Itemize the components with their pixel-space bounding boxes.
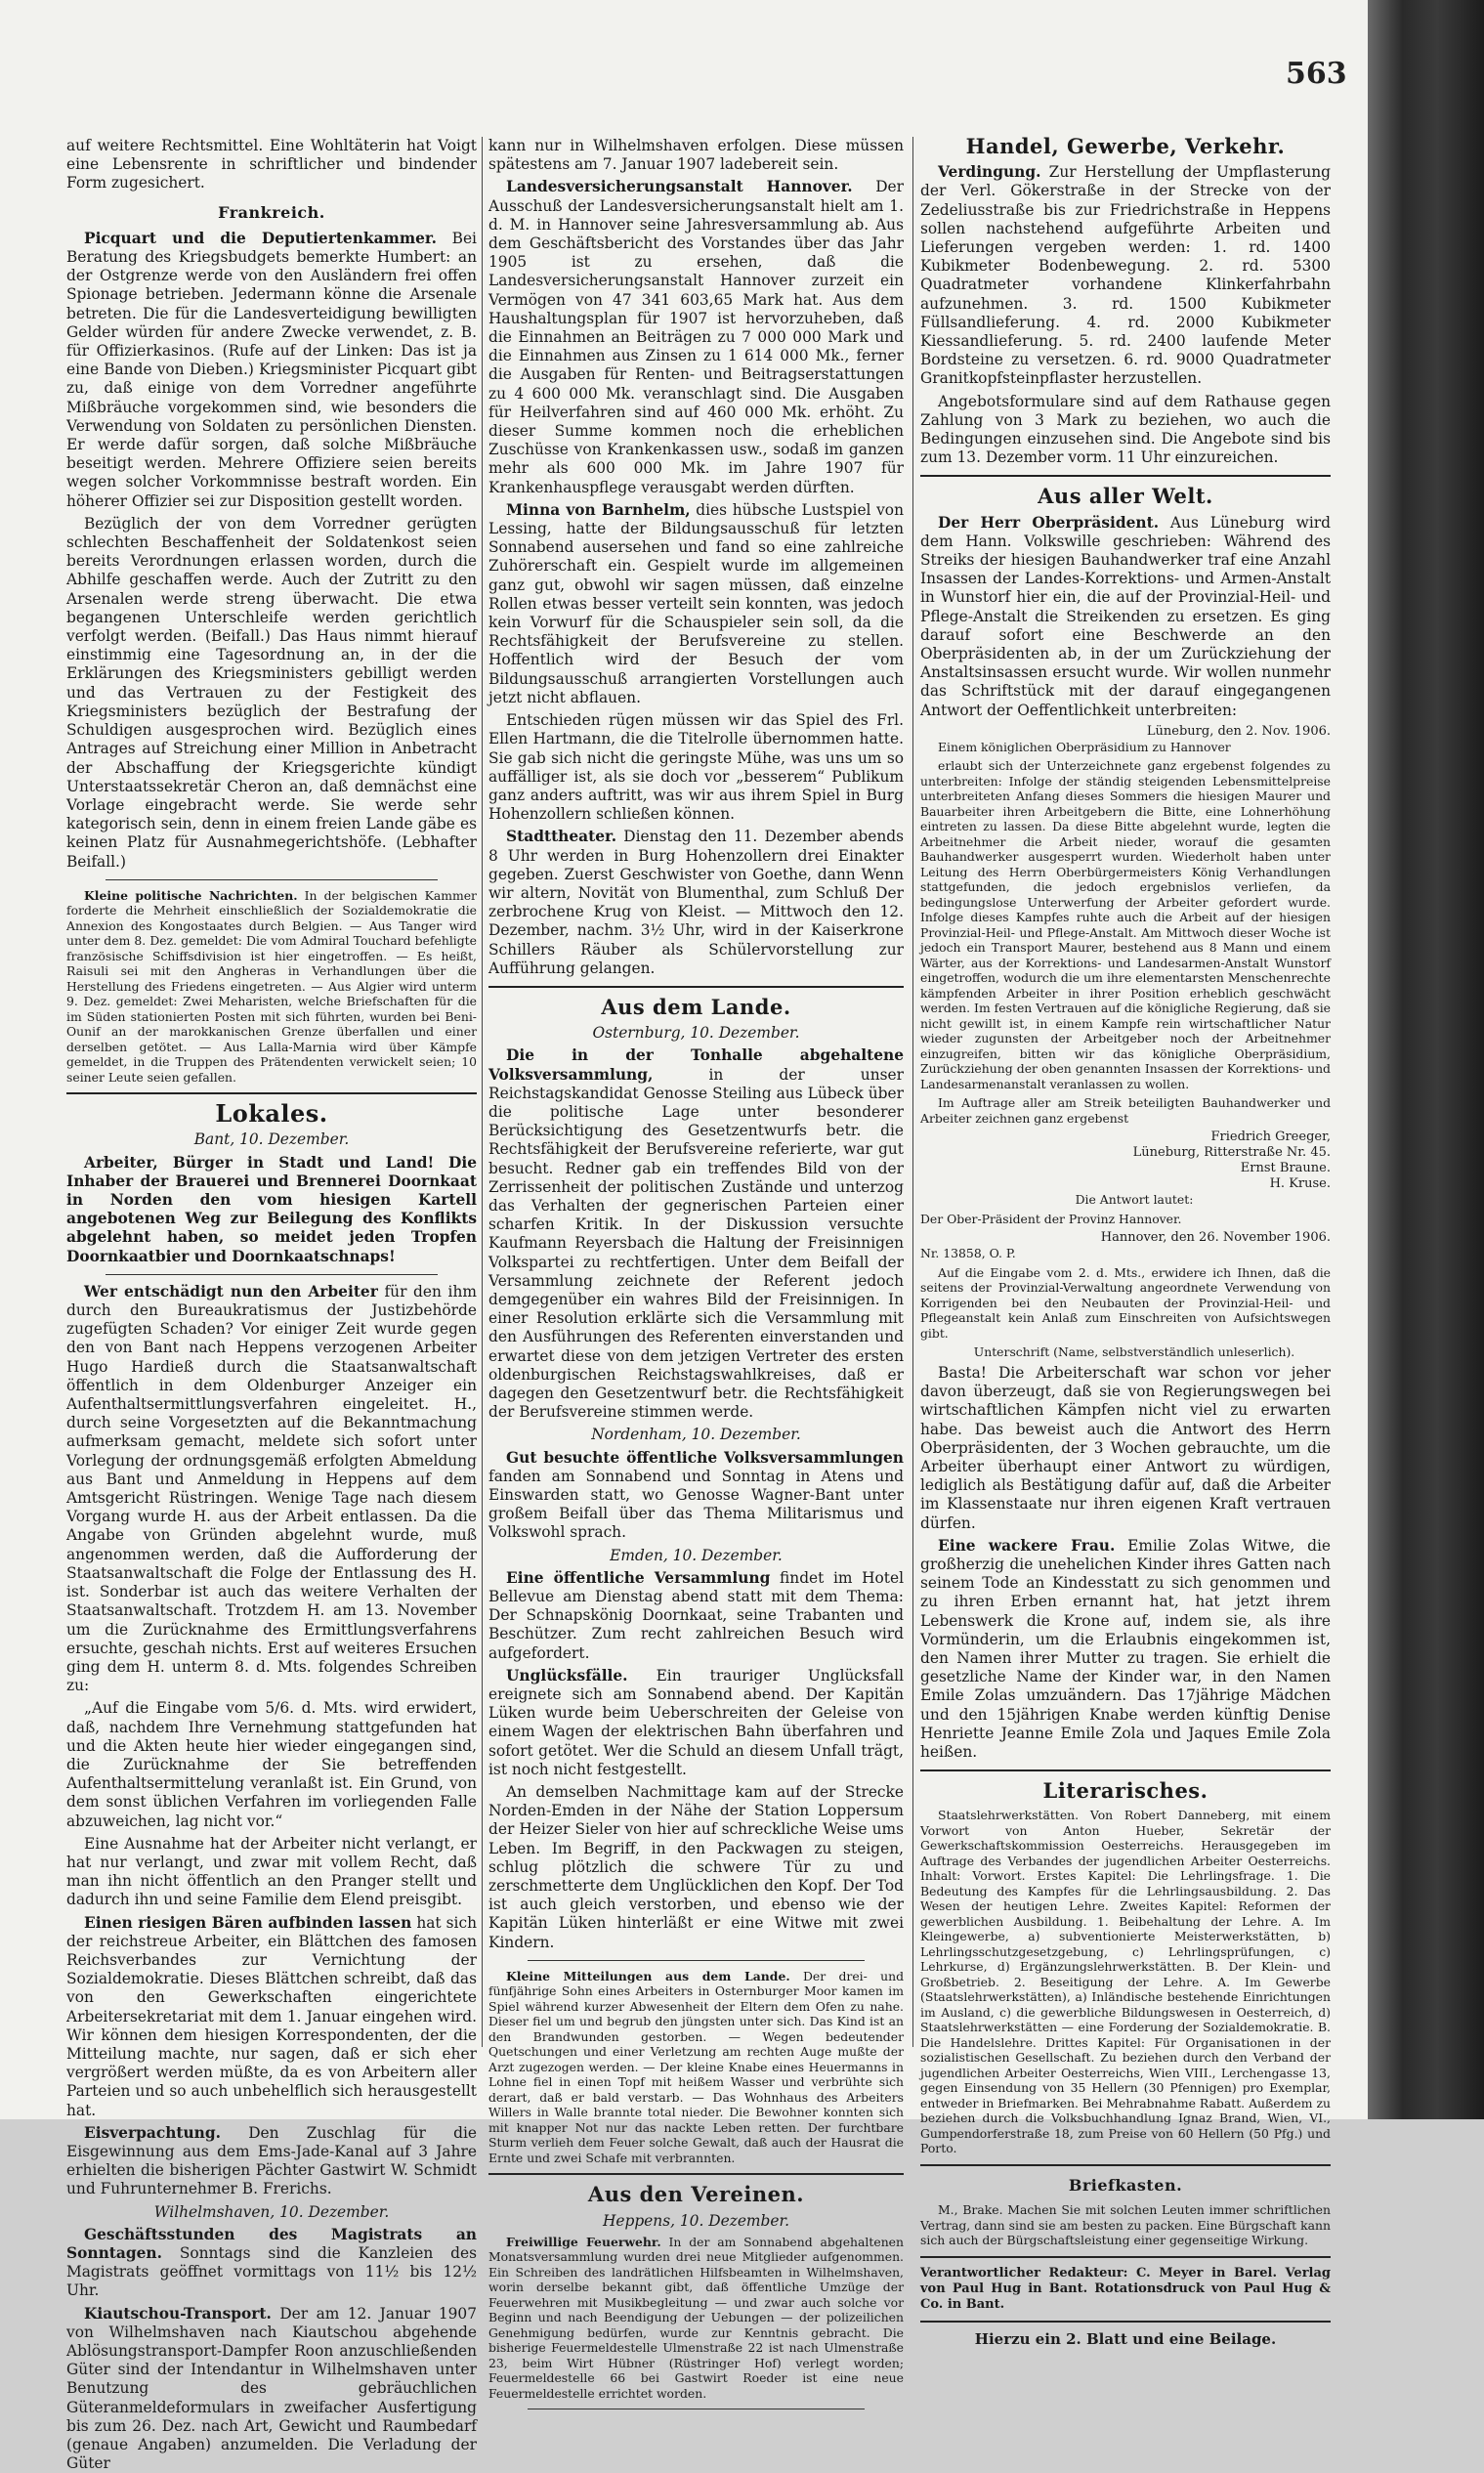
article-text: dies hübsche Lustspiel von Lessing, hatte der Bildungsausschuß für letzten Sonnabend ausersehen und fand so eine zahlreiche Zuhörerschaft ein. Gespielt wurde im allgemeinen ganz gut, obwohl wir sagen müssen, daß einzelne Rollen etwas besser verteilt sein konnten, was jedoch kein Vorwurf für die Schauspieler sein soll, da die Rechtsfähigkeit der Berufsvereine zu stellen. Hoffentlich wird der Besuch der vom Bildungsausschuß arrangierten Vorstellungen auch jetzt nicht abflauen. — [488, 500, 904, 706]
article-lead: Kleine Mitteilungen aus dem Lande. — [506, 1968, 790, 1983]
article-frankreich — [66, 230, 477, 511]
section-rule — [920, 2321, 1331, 2323]
article-lead: Arbeiter, Bürger in Stadt und Land! — [84, 1153, 435, 1172]
answer-body: Auf die Eingabe vom 2. d. Mts., erwidere ich Ihnen, daß die seitens der Provinzial-Verwaltung angeordnete Verwendung von Korrigenden bei den Neubauten der Provinzial-Heil- und Pflegeanstalt kein Anlaß zum Einschreiten von Aufsichtswegen gibt. — [920, 1264, 1331, 1341]
article-text: In der belgischen Kammer forderte die Mehrheit einschließlich der Sozialdemokratie die Annexion des Kongostaates durch Belgien. — Aus Tanger wird unter dem 8. Dez. gemeldet: Die vom Admiral Touchard befehligte französische Schiffsdivision ist hier eingetroffen. — Es heißt, Raisuli sei mit den Angheras in Verhandlungen über die Herstellung des Friedens eingetreten. — Aus Algier wird unterm 9. Dez. gemeldet: Zwei Meharisten, welche Briefschaften für die im Süden stationierten Posten mit sich führten, wurden bei Beni-Ounif an der marokkanischen Grenze überfallen und einer derselben getötet. — Aus Lalla-Marnia wird über Kämpfe gemeldet, in die Truppen des Prätendenten verwickelt seien; 10 seiner Leute seien gefallen. — [66, 887, 477, 1085]
letter-body: erlaubt sich der Unterzeichnete ganz ergebenst folgendes zu unterbreiten: Infolge der ständig steigenden Lebensmittelpreise unterbreiteten Anfang dieses Sommers die hiesigen Maurer und Bauarbeiter ihren Arbeitgebern die Bitte, eine Lohnerhöhung eintreten zu lassen. Da diese Bitte abgelehnt wurde, legten die Arbeitnehmer die Arbeit nieder, worauf die gesamten Bauhandwerker ausgesperrt wurden. Wiederholt haben unter Leitung des Herrn Oberbürgermeisters König Verhandlungen stattgefunden, die jedoch ergebnislos verliefen, da bedingungslose Unterwerfung der Arbeiter gefordert wurde. Infolge dieses Kampfes ruhte auch die Arbeit auf der hiesigen Provinzial-Heil- und Pflege-Anstalt. Am Mittwoch dieser Woche ist jedoch ein Transport Maurer, bestehend aus 8 Mann und einem Wärter, aus der Korrektions- und Landesarmen-Anstalt Wunstorf eingetroffen, wodurch die um ihre elementarsten Menschenrechte kämpfenden Arbeiter in ihrer Position erheblich geschwächt werden. Im festen Vertrauen auf die königliche Regierung, daß sie nicht gewillt ist, in einem Kampfe rein wirtschaftlicher Natur wieder zugunsten der Arbeitgeber noch der Arbeitnehmer einzugreifen, bitten wir das königliche Oberpräsidium, Zurückziehung der oben genannten Insassen der Korrektions- und Landesarmenanstalt veranlassen zu wollen. — [920, 758, 1331, 1091]
article-kleine-nachrichten — [66, 888, 477, 1086]
article-basta: Basta! Die Arbeiterschaft war schon vor jeher davon überzeugt, daß sie von Regierungswegen bei wirtschaftlichen Kämpfen nicht viel zu erwarten habe. Das beweist auch die Antwort des Herrn Oberpräsidenten, der 3 Wochen gebrauchte, um die Arbeiter überhaupt einer Antwort zu würdigen, lediglich als Bestätigung dafür auf, daß die Arbeiter im Klassenstaate nur ihren eigenen Kraft vertrauen dürfen. — [920, 1363, 1331, 1532]
separator — [528, 1960, 865, 1961]
signature: Friedrich Greeger, — [1210, 1130, 1331, 1145]
signature: H. Kruse. — [1269, 1176, 1331, 1192]
article-stadttheater — [488, 828, 904, 978]
article-lead: Eisverpachtung. — [84, 2123, 221, 2142]
column-3 — [920, 134, 1331, 2348]
article-text: Die Inhaber der Brauerei und Brennerei Doornkaat in Norden den vom hiesigen Kartell angebotenen Weg zur Beilegung des Konflikts abgelehnt haben, so meidet jeden Tropfen Doornkaatbier und Doornkaatschnaps! — [66, 1153, 477, 1265]
section-heading-briefkasten: Briefkasten. — [1068, 2175, 1183, 2195]
section-rule — [488, 986, 904, 988]
article-lead: Verdingung. — [938, 163, 1041, 182]
article-lead: Picquart und die Deputiertenkammer. — [84, 229, 437, 247]
separator — [106, 879, 438, 880]
article-baeren — [66, 1914, 477, 2120]
article-briefkasten: M., Brake. Machen Sie mit solchen Leuten immer schriftlichen Vertrag, dann sind sie am besten zu packen. Eine Bürgschaft kann sich auch der Bürgschaftsleistung einer gegenseitige Wirkung. — [920, 2202, 1331, 2248]
article-ungluecksfaelle — [488, 1667, 904, 1779]
page-number: 563 — [1286, 57, 1347, 91]
section-rule — [920, 2256, 1331, 2258]
article-lead: Gut besuchte öffentliche Volksversammlungen — [506, 1448, 904, 1467]
article-text: In der am Sonnabend abgehaltenen Monatsversammlung wurden drei neue Mitglieder aufgenommen. Ein Schreiben des landrätlichen Hilfsbeamten in Wilhelmshaven, worin derselbe bekannt gibt, daß öffentliche Umzüge der Feuerwehren mit Musikbegleitung — und zwar auch solche vor Beginn und nach Beendigung der Uebungen — der polizeilichen Genehmigung bedürfen, wurde zur Kenntnis gebracht. Die bisherige Feuermeldestelle Ulmenstraße 22 ist nach Ulmenstraße 23, beim Wirt Hübner (Rüstringer Hof) verlegt worden; Feuermeldestelle 66 bei Gastwirt Roeder ist eine neue Feuermeldestelle errichtet worden. — [488, 2234, 904, 2401]
letter-address: Einem königlichen Oberpräsidium zu Hannover — [938, 739, 1231, 754]
article-lead: Eine wackere Frau. — [938, 1536, 1116, 1555]
separator — [106, 1274, 438, 1275]
answer-from: Der Ober-Präsident der Provinz Hannover. — [920, 1211, 1182, 1226]
letter-closing: Im Auftrage aller am Streik beteiligten Bauhandwerker und Arbeiter zeichnen ganz ergebenst — [920, 1095, 1331, 1126]
article-wer-end: Eine Ausnahme hat der Arbeiter nicht verlangt, er hat nur verlangt, und zwar mit vollem Recht, daß man ihn nicht öffentlich an den Pranger stellt und dadurch ihn und seine Familie dem Elend preisgibt. — [66, 1834, 477, 1909]
article-verdingung-cont: Angebotsformulare sind auf dem Rathause gegen Zahlung von 3 Mark zu beziehen, wo auch die Bedingungen einzusehen sind. Die Angebote sind bis zum 13. Dezember vorm. 11 Uhr einzureichen. — [920, 392, 1331, 467]
section-heading-frankreich: Frankreich. — [218, 202, 325, 222]
article-text: fanden am Sonnabend und Sonntag in Atens und Einswarden statt, wo Genosse Wagner-Bant unter großem Beifall über das Thema Militarismus und Volkswohl sprach. — [488, 1467, 904, 1542]
article-text: Aus Lüneburg wird dem Hann. Volkswille geschrieben: Während des Streiks der hiesigen Bauhandwerker traf eine Anzahl Insassen der Landes-Korrektions- und Armen-Anstalt in Wunstorf hier ein, die auf der Provinzial-Heil- und Pflege-Anstalt die Streikenden zu ersetzen. Es ging darauf sofort eine Beschwerde an den Oberpräsidenten ab, in der um Zurückziehung der Anstaltsinsassen ersucht wurde. Wir wollen nunmehr das Schriftstück mit der darauf eingegangenen Antwort der Oeffentlichkeit unterbreiten: — [920, 513, 1331, 719]
article-frau — [920, 1537, 1331, 1762]
column-rule-1 — [482, 137, 483, 2047]
answer-date: Hannover, den 26. November 1906. — [1100, 1230, 1331, 1246]
article-lead: Kiautschou-Transport. — [84, 2304, 272, 2323]
answer-number: Nr. 13858, O. P. — [920, 1246, 1016, 1261]
column-rule-2 — [912, 137, 913, 2047]
article-lead: Landesversicherungsanstalt Hannover. — [506, 178, 853, 196]
article-lead: Geschäftsstunden des Magistrats an Sonntagen. — [66, 2225, 477, 2262]
article-kiautschou — [66, 2305, 477, 2473]
article-text: Den Zuschlag für die Eisgewinnung aus dem Ems-Jade-Kanal auf 3 Jahre erhielten die bisherigen Pächter Gastwirt W. Schmidt und Fuhrunternehmer B. Frerichs. — [66, 2123, 477, 2198]
article-lead: Unglücksfälle. — [506, 1666, 628, 1684]
article-frankreich-cont: Bezüglich der von dem Vorredner gerügten schlechten Beschaffenheit der Soldatenkost seien bereits Verordnungen erlassen worden, durch die Abhilfe geschaffen werde. Auch der Zutritt zu den Arsenalen werde streng überwacht. Die etwa begangenen Unterschleife werden gerichtlich verfolgt werden. (Beifall.) Das Haus nimmt hierauf einstimmig eine Tagesordnung an, in der die Erklärungen des Kriegsministers gebilligt werden und das Vertrauen zu der Festigkeit des Kriegsministers bezüglich der Bestrafung der Schuldigen ausgesprochen wird. Bezüglich eines Antrages auf Streichung einer Million in Anbetracht der Abschaffung der Kriegsgerichte kündigt Unterstaatssekretär Cheron an, daß demnächst eine Vorlage eingebracht werde. Sie werde sehr kategorisch sein, denn in einem freien Lande gäbe es keinen Platz für Ausnahmegerichtshöfe. (Lebhafter Beifall.) — [66, 514, 477, 871]
article-lead: Einen riesigen Bären aufbinden lassen — [84, 1913, 412, 1932]
article-text: Dienstag den 11. Dezember abends 8 Uhr werden in Burg Hohenzollern drei Einakter gegeben. Zuerst Geschwister von Goethe, dann Wenn wir altern, Novität von Blumenthal, zum Schluß Der zerbrochene Krug von Kleist. — Mittwoch den 12. Dezember, nachm. 3½ Uhr, wird in der Kaiserkrone Schillers Räuber als Schülervorstellung zur Aufführung gelangen. — [488, 828, 904, 977]
article-text: Zur Herstellung der Umpflasterung der Verl. Gökerstraße in der Strecke von der Zedeliusstraße bis zur Friedrichstraße in Heppens sollen nachstehend aufgeführte Arbeiten und Lieferungen vergeben werden: 1. rd. 1400 Kubikmeter Bodenbewegung. 2. rd. 5300 Quadratmeter vorhandene Klinkerfahrbahn aufzunehmen. 3. rd. 1500 Kubikmeter Füllsandlieferung. 4. rd. 2000 Kubikmeter Kiessandlieferung. 5. rd. 2400 laufende Meter Bordsteine zu versetzen. 6. rd. 9000 Quadratmeter Granitkopfsteinpflaster herzustellen. — [920, 163, 1331, 388]
dateline: Osternburg, 10. Dezember. — [592, 1024, 800, 1043]
article-lead: Der Herr Oberpräsident. — [938, 513, 1160, 532]
article-lead: Die in der Tonhalle abgehaltene Volksversammlung, — [488, 1046, 904, 1084]
article-lead: Wer entschädigt nun den Arbeiter — [84, 1282, 378, 1300]
section-heading-lokales: Lokales. — [215, 1099, 328, 1129]
article-wer-quote: „Auf die Eingabe vom 5/6. d. Mts. wird erwidert, daß, nachdem Ihre Vernehmung stattgefunden hat und die Akten heute hier wieder eingegangen sind, die Zurücknahme der Sie betreffenden Aufenthaltsermittelung veranlaßt ist. Ein Grund, von dem sonst üblichen Verfahren im vorliegenden Falle abzuweichen, lag nicht vor.“ — [66, 1699, 477, 1830]
letter-place-date: Lüneburg, den 2. Nov. 1906. — [1146, 723, 1331, 739]
article-text: Der drei- und fünfjährige Sohn eines Arbeiters in Osternburger Moor kamen im Spiel während kurzer Abwesenheit der Eltern dem Ofen zu nahe. Dieser fiel um und begrub den jüngsten unter sich. Das Kind ist an den Brandwunden gestorben. — Wegen bedeutender Quetschungen und einer Verletzung am rechten Auge mußte der Arzt zugezogen werden. — Der kleine Knabe eines Heuermanns in Lohne fiel in einen Topf mit heißem Wasser und verbrühte sich derart, daß er bald verstarb. — Das Wohnhaus des Arbeiters Willers in Walle brannte total nieder. Die Bewohner konnten sich mit knapper Not nur das nackte Leben retten. Der furchtbare Sturm verlieh dem Feuer solche Gewalt, daß auch der Hausrat die Ernte und zwei Schafe mit verbrannten. — [488, 1968, 904, 2165]
dateline: Nordenham, 10. Dezember. — [591, 1426, 801, 1444]
article-feuerwehr — [488, 2235, 904, 2402]
dateline: Bant, 10. Dezember. — [193, 1130, 350, 1149]
dateline: Emden, 10. Dezember. — [610, 1546, 783, 1564]
article-text: Sonntags sind die Kanzleien des Magistrats geöffnet vormittags von 11½ bis 12½ Uhr. — [66, 2244, 477, 2300]
article-verdingung — [920, 163, 1331, 388]
column-2 — [488, 137, 904, 2401]
article-text: hat sich der reichstreue Arbeiter, ein Blättchen des famosen Reichsverbandes zur Vernichtung der Sozialdemokratie. Dieses Blättchen schreibt, daß das von den Gewerkschaften eingerichtete Arbeitersekretariat mit dem 1. Januar eingehen wird. Wir können dem hiesigen Korrespondenten, der die Mitteilung machte, nur sagen, daß er sich eher vergrößert werden müßte, da es von Arbeitern aller Parteien und so auch unbehelflich sich herausgestellt hat. — [66, 1913, 477, 2119]
signature: Lüneburg, Ritterstraße Nr. 45. — [1132, 1145, 1331, 1161]
article-lva — [488, 178, 904, 496]
article-text: in der unser Reichstagskandidat Genosse Steiling aus Lübeck über die politische Lage unter besonderer Berücksichtigung des Gesetzentwurfs betr. die Rechtsfähigkeit der Berufsvereine referierte, war gut besucht. Redner gab ein treffendes Bild von der Zerrissenheit der politischen Zustände und unterzog das Verhalten der gegnerischen Parteien einer scharfen Kritik. In der Diskussion versuchte Kaufmann Reyersbach die Haltung der Freisinnigen Volkspartei zu rechtfertigen. Unter dem Beifall der Versammlung zeichnete der Referent jedoch demgegenüber ein wahres Bild der Freisinnigen. In einer Resolution erklärte sich die Versammlung mit den Ausführungen des Referenten einverstanden und erwartet diese von dem jetzigen Vertreter des ersten oldenburgischen Reichstagswahlkreises, daß er dagegen den Gesetzentwurf betr. die Rechtsfähigkeit der Berufsvereine stimmen werde. — [488, 1065, 904, 1422]
article-eis — [66, 2124, 477, 2199]
book-binding-edge — [1368, 0, 1484, 2119]
section-rule — [920, 1769, 1331, 1771]
article-text: Emilie Zolas Witwe, die großherzig die unehelichen Kinder ihres Gatten nach seinem Tode an Kindesstatt zu sich genommen und zu ihren Erben ernannt hat, hat jetzt ihrem Lebenswerk die Krone auf, indem sie, als ihre Vormünderin, um die Erlaubnis eingekommen ist, den Namen ihrer Mutter zu tragen. Sie erhielt die gesetzliche Name der Kinder war, in den Namen Emile Zolas umzuändern. Das 17jährige Mädchen und den 15jährigen Knabe werden künftig Denise Henriette Jeanne Emile Zola und Jaques Emile Zola heißen. — [920, 1536, 1331, 1761]
dateline: Wilhelmshaven, 10. Dezember. — [153, 2202, 390, 2221]
dateline: Heppens, 10. Dezember. — [602, 2211, 790, 2230]
article-lead: Kleine politische Nachrichten. — [84, 887, 298, 903]
imprint: Verantwortlicher Redakteur: C. Meyer in Barel. Verlag von Paul Hug in Bant. Rotationsdruck von Paul Hug & Co. in Bant. — [920, 2265, 1331, 2312]
section-rule — [66, 1092, 477, 1094]
article-text: Bei Beratung des Kriegsbudgets bemerkte Humbert: an der Ostgrenze werde von den Ausländern frei offen Spionage betrieben. Jedermann könne die Arsenale betreten. Die für die Landesverteidigung bewilligten Gelder würden für andere Zwecke verwendet, z. B. für Offizierkasinos. (Rufe auf der Linken: Das ist ja eine Bande von Dieben.) Kriegsminister Picquart gibt zu, daß einige von dem Vorredner angeführte Mißbräuche vorgekommen sind, wie besonders die Verwendung von Soldaten zu persönlichen Diensten. Er werde dafür sorgen, daß solche Mißbräuche beseitigt werden. Mehrere Offiziere seien bereits wegen solcher Vorkommnisse bestraft worden. Ein höherer Offizier sei zur Disposition gestellt worden. — [66, 229, 477, 510]
article-lead: Freiwillige Feuerwehr. — [506, 2234, 661, 2249]
article-lead: Stadttheater. — [506, 828, 617, 846]
answer-intro: Die Antwort lautet: — [1075, 1192, 1194, 1208]
article-oberpraesident — [920, 514, 1331, 720]
article-text: findet im Hotel Bellevue am Dienstag abend statt mit dem Thema: Der Schnapskönig Doornkaat, seine Trabanten und Beschützer. Zum recht zahlreichen Besuch wird aufgefordert. — [488, 1568, 904, 1662]
article-literarisches: Staatslehrwerkstätten. Von Robert Danneberg, mit einem Vorwort von Anton Hueber, Sekretär der Gewerkschaftskommission Oesterreichs. Herausgegeben im Auftrage des Verbandes der jugendlichen Arbeiter Oesterreichs. Inhalt: Vorwort. Erstes Kapitel: Die Lehrlingsfrage. 1. Die Bedeutung des Kampfes für die Lehrlingsausbildung. 2. Das Wesen der heutigen Lehre. Zweites Kapitel: Reformen der gewerblichen Ausbildung. 1. Beibehaltung der Lehre. A. Im Kleingewerbe, a) subventionierte Meisterwerkstätten, b) Lehrlingsschutzgesetzgebung, c) Lehrlingsprüfungen, c) Lehrkurse, d) Ergänzungslehrwerkstätten. B. Der Klein- und Großbetrieb. 2. Beseitigung der Lehre. A. Im Gewerbe (Staatslehrwerkstätten), a) Inländische bestehende Einrichtungen im Ausland, c) die gewerbliche Bildungswesen in Oesterreich, d) Staatslehrwerkstätten — eine Forderung der Sozialdemokratie. B. Die Handelslehre. Drittes Kapitel: Für Organisationen in der sozialistischen Gesellschaft. Zu beziehen durch den Verband der jugendlichen Arbeiter Oesterreichs, Wien VIII., Lerchengasse 13, gegen Einsendung von 35 Hellern (30 Pfennigen) pro Exemplar, entweder in Briefmarken. Bei Mehrabnahme Rabatt. Außerdem zu beziehen durch die Volksbuchhandlung Ignaz Brand, Wien, VI., Gumpendorferstraße 18, zum Preise von 60 Hellern (50 Pfg.) und Porto. — [920, 1808, 1331, 2156]
article-kleine-mitteilungen — [488, 1969, 904, 2166]
article-text: Der am 12. Januar 1907 von Wilhelmshaven nach Kiautschou abgehende Ablösungstransport-Dampfer Roon anzuschließenden Güter sind der Intendantur in Wilhelmshaven unter Benutzung des gebräuchlichen Güteranmeldeformulars in zweifacher Ausfertigung bis zum 26. Dez. nach Art, Gewicht und Raumbedarf (genaue Angaben) anzumelden. Die Verladung der Güter — [66, 2304, 477, 2473]
col2-intro: kann nur in Wilhelmshaven erfolgen. Diese müssen spätestens am 7. Januar 1907 ladebereit sein. — [488, 137, 904, 174]
article-minna — [488, 501, 904, 707]
signature: Ernst Braune. — [1240, 1161, 1331, 1176]
article-wer — [66, 1283, 477, 1695]
section-heading-lande: Aus dem Lande. — [601, 994, 791, 1019]
article-lead: Eine öffentliche Versammlung — [506, 1568, 771, 1587]
article-minna-cont: Entschieden rügen müssen wir das Spiel des Frl. Ellen Hartmann, die die Titelrolle übernommen hatte. Sie gab sich nicht die geringste Mühe, was uns um so auffälliger ist, als sie doch vor „besserem“ Publikum ganz anders auftritt, was wir aus ihrem Spiel in Burg Hohenzollern schließen können. — [488, 711, 904, 824]
article-geschaeftsstunden — [66, 2226, 477, 2301]
closing-note: Hierzu ein 2. Blatt und eine Beilage. — [974, 2329, 1277, 2348]
article-text: Der Ausschuß der Landesversicherungsanstalt hielt am 1. d. M. in Hannover seine Jahresversammlung ab. Aus dem Geschäftsbericht des Vorstandes über das Jahr 1905 ist zu ersehen, daß die Landesversicherungsanstalt Hannover zurzeit ein Vermögen von 47 341 603,65 Mark hat. Aus dem Haushaltungsplan für 1907 ist hervorzuheben, daß die Einnahmen an Beiträgen zu 7 000 000 Mark und die Einnahmen aus Zinsen zu 1 614 000 Mk., ferner die Ausgaben für Renten- und Beitragserstattungen zu 4 600 000 Mk. veranschlagt sind. Die Ausgaben für Heilverfahren sind auf 460 000 Mk. erhöht. Zu dieser Summe kommen noch die erheblichen Zuschüsse von Krankenkassen usw., sodaß im ganzen mehr als 600 000 Mk. im Jahre 1907 für Krankenhauspflege verausgabt werden dürften. — [488, 178, 904, 496]
article-ungluecksfaelle-cont: An demselben Nachmittage kam auf der Strecke Norden-Emden in der Nähe der Station Loppersum der Heizer Sieler von hier auf schreckliche Weise ums Leben. Im Begriff, in den Packwagen zu steigen, schlug plötzlich die schwere Tür zu und zerschmetterte dem Unglücklichen den Kopf. Der Tod ist auch gleich verstorben, und ebenso wie der Kapitän Lüken hinterläßt er eine Witwe mit zwei Kindern. — [488, 1783, 904, 1951]
article-text: Ein trauriger Unglücksfall ereignete sich am Sonnabend abend. Der Kapitän Lüken wurde beim Ueberschreiten der Geleise von einem Wagen der elektrischen Bahn überfahren und sofort getötet. Wer die Schuld an diesem Unfall trägt, ist noch nicht festgestellt. — [488, 1666, 904, 1778]
article-text: für den ihm durch den Bureaukratismus der Justizbehörde zugefügten Schaden? Vor einiger Zeit wurde gegen den von Bant nach Heppens verzogenen Arbeiter Hugo Hardieß durch die Staatsanwaltschaft öffentlich in dem Oldenburger Anzeiger ein Aufenthaltsermittlungsverfahren eingeleitet. H., durch seine Vorgesetzten auf die Bekanntmachung aufmerksam gemacht, meldete sich sofort unter Vorlegung der ordnungsgemäß erfolgten Abmeldung aus Bant und Anmeldung in Heppens auf dem Amtsgericht Rüstringen. Wenige Tage nach diesem Vorgang wurde H. aus der Arbeit entlassen. Da die Angabe von Gründen abgelehnt wurde, muß angenommen werden, daß die Aufforderung der Staatsanwaltschaft die Folge der Entlassung des H. ist. Sonderbar ist auch das weitere Verhalten der Staatsanwaltschaft. Trotzdem H. am 13. November um die Zurücknahme des Ermittlungsverfahrens ersuchte, geschah nichts. Erst auf weiteres Ersuchen ging dem H. unterm 8. d. Mts. folgendes Schreiben zu: — [66, 1282, 477, 1695]
section-heading-welt: Aus aller Welt. — [1038, 484, 1213, 509]
article-arbeiter — [66, 1154, 477, 1266]
column-1 — [66, 137, 477, 2473]
article-emden — [488, 1569, 904, 1663]
section-rule — [920, 475, 1331, 477]
section-rule — [488, 2173, 904, 2175]
col1-intro: auf weitere Rechtsmittel. Eine Wohltäterin hat Voigt eine Lebensrente in schriftlicher und bindender Form zugesichert. — [66, 137, 477, 192]
section-heading-vereine: Aus den Vereinen. — [587, 2182, 805, 2207]
article-osternburg — [488, 1046, 904, 1422]
section-rule — [920, 2164, 1331, 2166]
answer-signature: Unterschrift (Name, selbstverständlich unleserlich). — [973, 1344, 1295, 1360]
article-nordenham — [488, 1449, 904, 1543]
section-heading-handel: Handel, Gewerbe, Verkehr. — [965, 134, 1286, 158]
article-lead: Minna von Barnhelm, — [506, 500, 691, 519]
section-heading-literarisches: Literarisches. — [1042, 1778, 1208, 1804]
